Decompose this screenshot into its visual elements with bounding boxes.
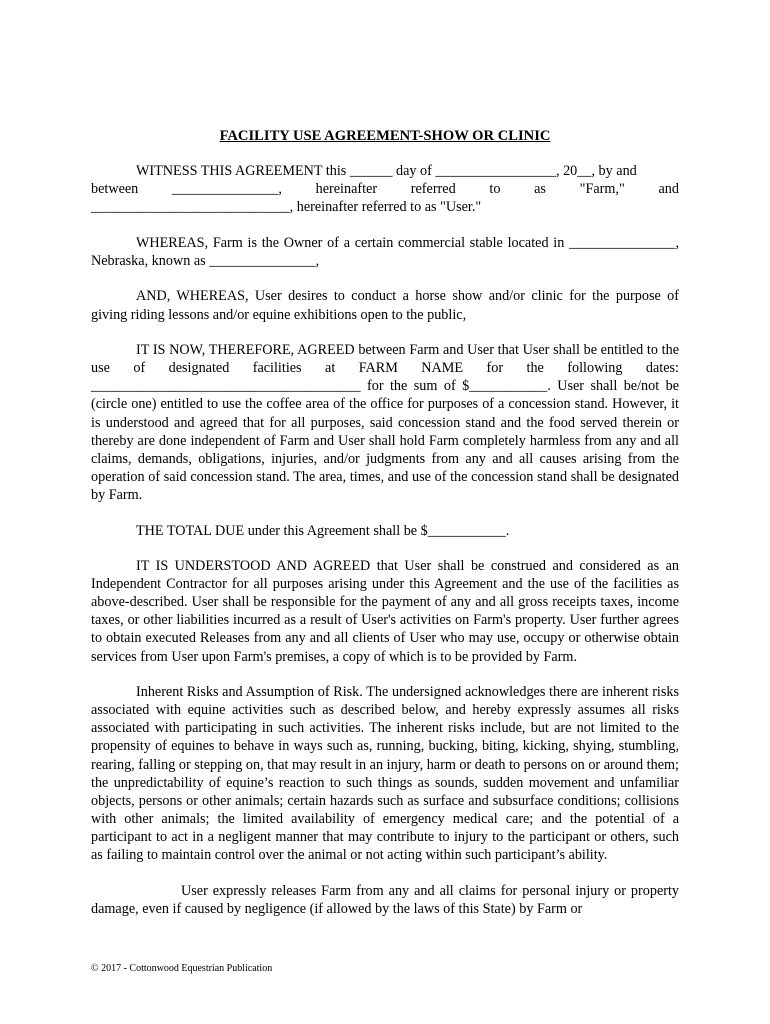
witness-word: referred bbox=[410, 181, 456, 198]
witness-line-3: ____________________________, hereinafter referred to as "User." bbox=[91, 199, 482, 216]
witness-paragraph bbox=[91, 162, 679, 216]
whereas-paragraph: WHEREAS, Farm is the Owner of a certain commercial stable located in _______________, Nebraska, known as _______________, bbox=[91, 234, 679, 269]
witness-word: between bbox=[91, 181, 139, 198]
witness-line-1: WITNESS THIS AGREEMENT this ______ day of _________________, 20__, by and bbox=[136, 163, 637, 179]
document-title: FACILITY USE AGREEMENT-SHOW OR CLINIC bbox=[219, 128, 551, 144]
witness-word: as bbox=[534, 181, 546, 198]
witness-word: and bbox=[658, 181, 679, 198]
copyright-footer: © 2017 - Cottonwood Equestrian Publication bbox=[91, 963, 273, 974]
witness-word: _______________, bbox=[171, 181, 282, 198]
contractor-paragraph: IT IS UNDERSTOOD AND AGREED that User shall be construed and considered as an Independent Contractor for all purposes arising under this Agreement and the use of the facilities as above-described. User shall be responsible for the payment of any and all gross receipts taxes, income taxes, or other liabilities incurred as a result of User's activities on Farm's property. User further agrees to obtain executed Releases from any and all clients of User who may use, occupy or otherwise obtain services from User upon Farm's premises, a copy of which is to be provided by Farm. bbox=[91, 558, 679, 665]
witness-word: to bbox=[489, 181, 501, 198]
total-due-paragraph: THE TOTAL DUE under this Agreement shall be $___________. bbox=[136, 522, 510, 539]
document-body bbox=[91, 162, 679, 935]
witness-line-2 bbox=[91, 180, 679, 198]
witness-word: "Farm," bbox=[579, 181, 625, 198]
agreement-paragraph: IT IS NOW, THEREFORE, AGREED between Farm and User that User shall be entitled to the use of designated facilities at FARM NAME for the following dates: ______________________________________ for the sum of $___________. User shall be/not be (circle one) entitled to use the coffee area of the office for purposes of a concession stand. However, it is understood and agreed that for all purposes, said concession stand and the food served therein or thereby are done independent of Farm and User shall hold Farm completely harmless from any and all claims, demands, obligations, injuries, and/or judgments from any and all causes arising from the operation of said concession stand. The area, times, and use of the concession stand shall be designated by Farm. bbox=[91, 342, 679, 503]
witness-word: hereinafter bbox=[315, 181, 378, 198]
inherent-risks-paragraph: Inherent Risks and Assumption of Risk. The undersigned acknowledges there are inherent risks associated with equine activities such as described below, and hereby expressly assumes all risks associated with participating in such activities. The inherent risks include, but are not limited to the propensity of equines to behave in ways such as, running, bucking, biting, kicking, shying, stumbling, rearing, falling or stepping on, that may result in an injury, harm or death to persons on or around them; the unpredictability of equine’s reaction to such things as sounds, sudden movement and unfamiliar objects, persons or other animals; certain hazards such as surface and subsurface conditions; collisions with other animals; the limited availability of emergency medical care; and the potential of a participant to act in a negligent manner that may contribute to injury to the participant or others, such as failing to maintain control over the animal or not acting within such participant’s ability. bbox=[91, 684, 679, 863]
release-paragraph: User expressly releases Farm from any and all claims for personal injury or property damage, even if caused by negligence (if allowed by the laws of this State) by Farm or bbox=[91, 882, 679, 917]
and-whereas-paragraph: AND, WHEREAS, User desires to conduct a horse show and/or clinic for the purpose of giving riding lessons and/or equine exhibitions open to the public, bbox=[91, 288, 679, 323]
